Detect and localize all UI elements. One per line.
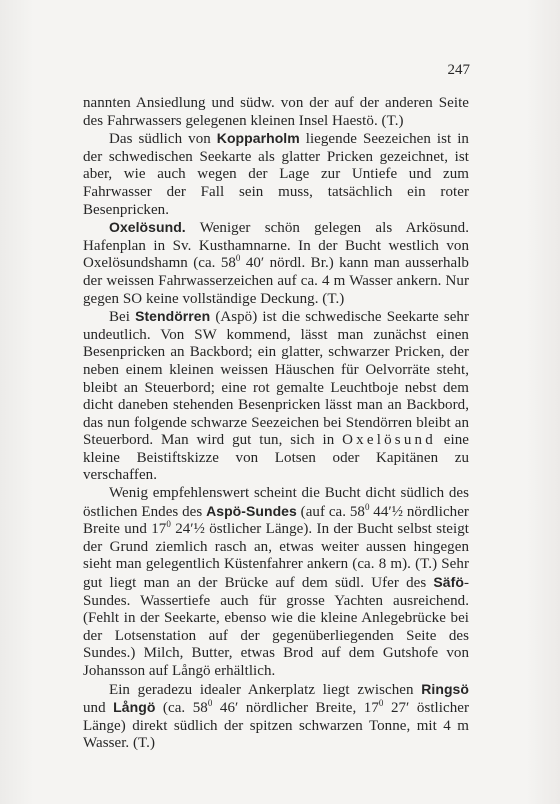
body-text bbox=[83, 95, 469, 753]
paragraph: nannten Ansiedlung und südw. von der auf der anderen Seite des Fahrwassers gelegenen kleinen Insel Haestö. (T.) bbox=[83, 95, 469, 129]
spaced-place-name: Oxelösund bbox=[342, 432, 436, 449]
paragraph: Wenig empfehlenswert scheint die Bucht dicht südlich des östlichen Endes des Aspö-Sundes (auf ca. $58^0$ 44′½ nördlicher Breite und $17^0$ 24′½ östlicher Länge). In der Bucht selbst steigt der Grund ziemlich rasch an, etwas weiter aussen hingegen sieht man gelegentlich Küstenfahrer ankern (ca. 8 m). (T.) Sehr gut liegt man an der Brücke auf dem südl. Ufer des Säfö-Sundes. Wassertiefe auch für grosse Yachten ausreichend. (Fehlt in der Seekarte, ebenso wie die kleine Anlegebrücke bei der Lotsenstation auf der gegenüberliegenden Seite des Sundes.) Milch, Butter, etwas Brod auf dem Gutshofe von Johansson auf Långö erhältlich. bbox=[83, 485, 469, 679]
place-name: Kopparholm bbox=[216, 130, 300, 147]
paragraph: Bei Stendörren (Aspö) ist die schwedische Seekarte sehr undeutlich. Von SW kommend, lässt man zunächst einen Besenpricken an Backbord; ein glatter, schwarzer Pricken, der neben einem kleinen weissen Häuschen für Oelvorräte steht, bleibt an Steuerbord; eine rot gemalte Leuchtboje nebst dem dicht daneben stehenden Besenpricken lässt man an Backbord, das nun folgende schwarze Seezeichen bei Stendörren bleibt an Steuerbord. Man wird gut tun, sich in Oxelösund eine kleine Beistiftskizze von Lotsen oder Kapitänen zu verschaffen. bbox=[83, 308, 470, 484]
place-name: Ringsö bbox=[421, 680, 469, 697]
place-name: Stendörren bbox=[135, 308, 211, 325]
place-name: Säfö bbox=[433, 574, 464, 591]
paragraph: Oxelösund. Weniger schön gelegen als Arkösund. Hafenplan in Sv. Kusthamnarne. In der Bucht westlich von Oxelösundshamn (ca. $58^0$ 40′ nördl. Br.) kann man ausserhalb der weissen Fahrwasserzeichen auf ca. 4 m Wasser ankern. Nur gegen SO keine vollständige Deckung. (T.) bbox=[83, 219, 469, 307]
place-name: Långö bbox=[113, 699, 156, 716]
place-name: Aspö-Sundes bbox=[206, 502, 297, 519]
section-heading: Oxelösund. bbox=[109, 219, 186, 236]
paragraph: Das südlich von Kopparholm liegende Seezeichen ist in der schwedischen Seekarte als glatter Pricken gezeichnet, ist aber, wie auch wegen der Lage zur Untiefe und zum Fahrwasser der Fall sein muss, tatsächlich ein roter Besenpricken. bbox=[83, 130, 469, 218]
paragraph: Ein geradezu idealer Ankerplatz liegt zwischen Ringsö und Långö (ca. $58^0$ 46′ nördlicher Breite, $17^0$ 27′ östlicher Länge) direkt südlich der spitzen schwarzen Tonne, mit 4 m Wasser. (T.) bbox=[83, 680, 469, 752]
page-number: 247 bbox=[447, 62, 470, 78]
